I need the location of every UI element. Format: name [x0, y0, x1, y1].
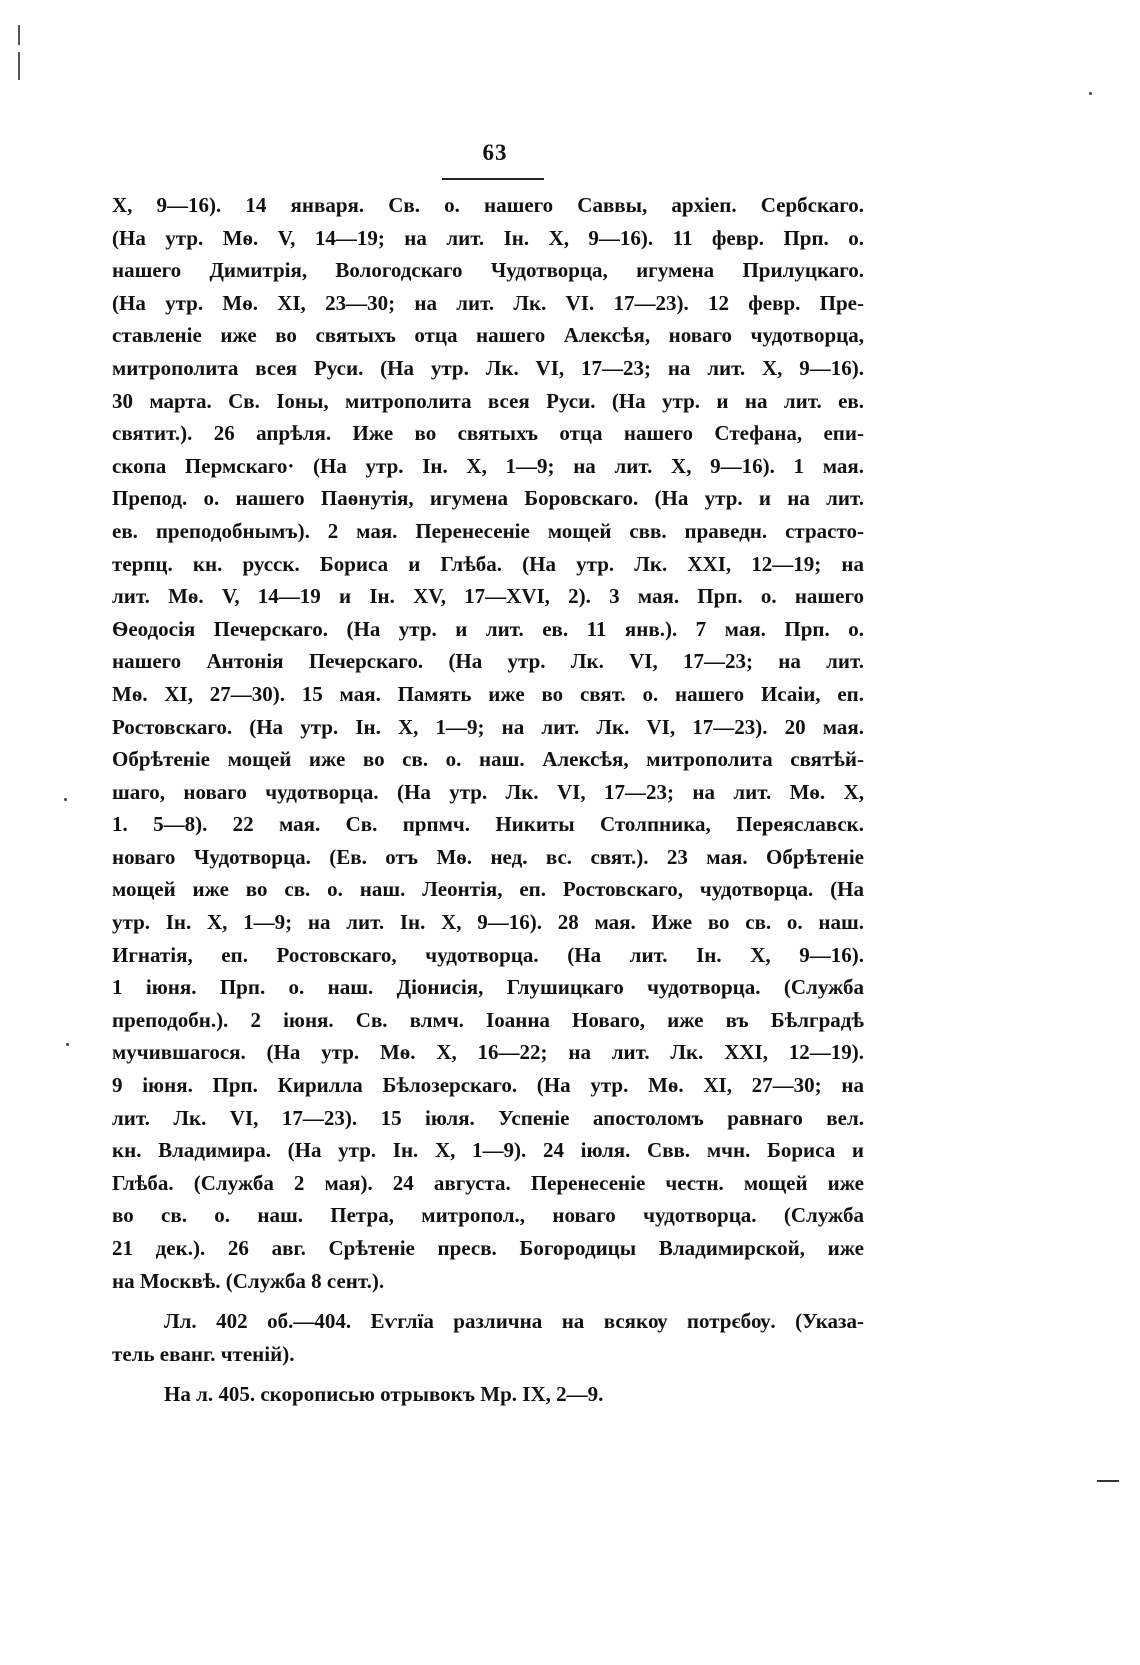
- text-line: терпц. кн. русск. Бориса и Глѣба. (На утр. Лк. XXI, 12—19; на: [112, 551, 864, 576]
- scan-speck: [66, 1043, 69, 1046]
- text-line: во св. о. наш. Петра, митропол., новаго чудотворца. (Служба: [112, 1203, 864, 1228]
- text-line: 1. 5—8). 22 мая. Св. прпмч. Никиты Столпника, Переяславск.: [112, 812, 864, 837]
- text-line: ставленіе иже во святыхъ отца нашего Алексѣя, новаго чудотворца,: [112, 323, 864, 348]
- scan-speck: [1089, 92, 1092, 95]
- text-line: лит. Мѳ. V, 14—19 и Ін. XV, 17—XVI, 2). 3 мая. Прп. о. нашего: [112, 584, 864, 609]
- scan-speck: [64, 798, 67, 801]
- text-line: Глѣба. (Служба 2 мая). 24 августа. Перенесеніе честн. мощей иже: [112, 1170, 864, 1195]
- page-number-rule: [442, 178, 544, 180]
- text-line: 1 іюня. Прп. о. наш. Діонисія, Глушицкаго чудотворца. (Служба: [112, 975, 864, 1000]
- text-line: преподобн.). 2 іюня. Св. влмч. Іоанна Новаго, иже въ Бѣлградѣ: [112, 1007, 864, 1032]
- text-line: Препод. о. нашего Паѳнутія, игумена Боровскаго. (На утр. и на лит.: [112, 486, 864, 511]
- text-line: утр. Ін. X, 1—9; на лит. Ін. X, 9—16). 28 мая. Иже во св. о. наш.: [112, 910, 864, 935]
- text-line: лит. Лк. VI, 17—23). 15 іюля. Успеніе апостоломъ равнаго вел.: [112, 1105, 864, 1130]
- text-line: кн. Владимира. (На утр. Ін. X, 1—9). 24 іюля. Свв. мчн. Бориса и: [112, 1138, 864, 1163]
- text-line: мучившагося. (На утр. Мѳ. X, 16—22; на лит. Лк. XXI, 12—19).: [112, 1040, 864, 1065]
- scan-margin-mark: [18, 25, 20, 45]
- paragraph-line: На л. 405. скорописью отрывокъ Мр. IX, 2—9.: [164, 1382, 604, 1407]
- text-line: X, 9—16). 14 января. Св. о. нашего Саввы, архіеп. Сербскаго.: [112, 193, 864, 217]
- paragraph-line: тель еванг. чтеній).: [112, 1341, 295, 1366]
- scan-margin-mark: [18, 52, 20, 80]
- text-line: Ростовскаго. (На утр. Ін. X, 1—9; на лит. Лк. VI, 17—23). 20 мая.: [112, 714, 864, 739]
- text-line: святит.). 26 апрѣля. Иже во святыхъ отца нашего Стефана, епи-: [112, 421, 864, 446]
- text-line: ев. преподобнымъ). 2 мая. Перенесеніе мощей свв. праведн. страсто-: [112, 518, 864, 543]
- text-line: новаго Чудотворца. (Ев. отъ Мѳ. нед. вс. свят.). 23 мая. Обрѣтеніе: [112, 844, 864, 869]
- scan-dash: [1097, 1480, 1119, 1482]
- text-line: (На утр. Мѳ. XI, 23—30; на лит. Лк. VI. 17—23). 12 февр. Пре-: [112, 290, 864, 315]
- text-line: Обрѣтеніе мощей иже во св. о. наш. Алексѣя, митрополита святѣй-: [112, 747, 864, 772]
- text-line: Игнатія, еп. Ростовскаго, чудотворца. (На лит. Ін. X, 9—16).: [112, 942, 864, 967]
- text-line: мощей иже во св. о. наш. Леонтія, еп. Ростовскаго, чудотворца. (На: [112, 877, 864, 902]
- text-line: митрополита всея Руси. (На утр. Лк. VI, 17—23; на лит. X, 9—16).: [112, 355, 864, 380]
- text-line: скопа Пермскаго· (На утр. Ін. X, 1—9; на лит. X, 9—16). 1 мая.: [112, 453, 864, 478]
- paragraph-line: Лл. 402 об.—404. Еѵглїа различна на всякѹ потрєбѹ. (Указа-: [164, 1309, 864, 1334]
- text-line: (На утр. Мѳ. V, 14—19; на лит. Ін. X, 9—16). 11 февр. Прп. о.: [112, 225, 864, 250]
- body-text: [112, 189, 864, 1411]
- text-line: 21 дек.). 26 авг. Срѣтеніе пресв. Богородицы Владимирской, иже: [112, 1236, 864, 1260]
- page-number: 63: [482, 140, 508, 165]
- text-line: Мѳ. XI, 27—30). 15 мая. Память иже во свят. о. нашего Исаіи, еп.: [112, 681, 864, 706]
- text-line: шаго, новаго чудотворца. (На утр. Лк. VI, 17—23; на лит. Мѳ. X,: [112, 779, 864, 804]
- text-line: нашего Димитрія, Вологодскаго Чудотворца, игумена Прилуцкаго.: [112, 258, 864, 283]
- text-line: 9 іюня. Прп. Кирилла Бѣлозерскаго. (На утр. Мѳ. XI, 27—30; на: [112, 1073, 864, 1098]
- text-line: нашего Антонія Печерскаго. (На утр. Лк. VI, 17—23; на лит.: [112, 649, 864, 674]
- text-line: Ѳеодосія Печерскаго. (На утр. и лит. ев. 11 янв.). 7 мая. Прп. о.: [112, 616, 864, 641]
- text-line: 30 марта. Св. Іоны, митрополита всея Руси. (На утр. и на лит. ев.: [112, 388, 864, 413]
- text-line: на Москвѣ. (Служба 8 сент.).: [112, 1268, 385, 1293]
